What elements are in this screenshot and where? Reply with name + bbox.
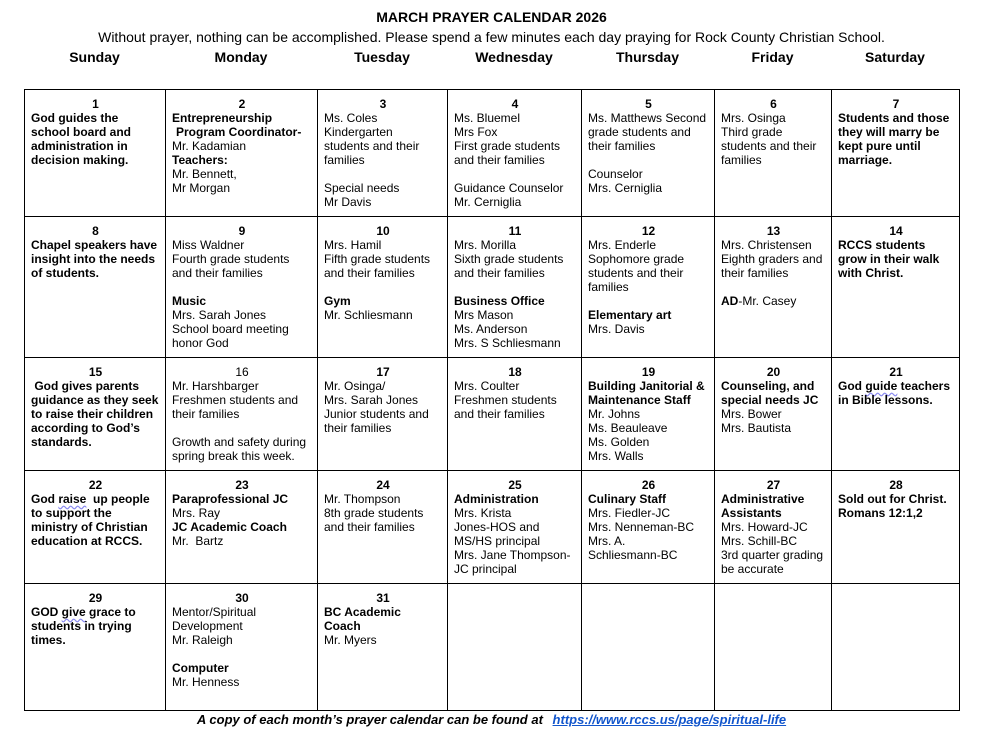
weekday-thursday: Thursday: [615, 49, 679, 65]
day-cell-19: [582, 358, 715, 471]
cell-text: they will marry be: [838, 125, 940, 139]
cell-text: 3rd quarter grading: [721, 548, 824, 562]
cell-text: marriage.: [838, 153, 893, 167]
cell-text: Mrs Mason: [454, 308, 514, 322]
cell-text: in Bible lessons.: [838, 393, 933, 407]
cell-text: spring break this week.: [172, 449, 295, 463]
cell-text: Mrs. Bautista: [721, 421, 792, 435]
cell-text: Teachers:: [172, 153, 228, 167]
cell-text: Mr. Cerniglia: [454, 195, 522, 209]
cell-text: students and their: [324, 139, 420, 153]
calendar-title: MARCH PRAYER CALENDAR 2026: [376, 9, 607, 25]
cell-text: [31, 492, 160, 506]
empty-day-cell: [582, 584, 715, 711]
cell-text: First grade students: [454, 139, 561, 153]
cell-text: [721, 294, 826, 308]
calendar-grid: [24, 89, 960, 711]
cell-text: Mr. Thompson: [324, 492, 401, 506]
cell-text: Mr. Myers: [324, 633, 377, 647]
cell-text: and their families: [172, 266, 263, 280]
day-cell-31: [318, 584, 448, 711]
cell-text: Fourth grade students: [172, 252, 290, 266]
weekday-wednesday: Wednesday: [475, 49, 553, 65]
cell-text: God gives parents: [31, 379, 140, 393]
calendar-week: [25, 584, 960, 711]
cell-text: Assistants: [721, 506, 782, 520]
day-number: 14: [889, 224, 903, 238]
cell-text: Paraprofessional JC: [172, 492, 289, 506]
cell-text: and their families: [324, 266, 415, 280]
cell-text: School board meeting: [172, 322, 289, 336]
cell-text: and their families: [454, 266, 545, 280]
spellcheck-underlined-word: give: [61, 605, 86, 619]
cell-text: Mrs. Schill-BC: [721, 534, 798, 548]
cell-text: their families: [588, 139, 656, 153]
day-number: 4: [511, 97, 519, 111]
cell-text: [31, 605, 160, 619]
day-cell-25: [448, 471, 582, 584]
cell-text: Third grade: [721, 125, 783, 139]
cell-text: their families: [721, 266, 789, 280]
day-cell-2: [166, 90, 318, 217]
cell-text: Mrs. Sarah Jones: [172, 308, 267, 322]
day-cell-7: [832, 90, 960, 217]
cell-text: special needs JC: [721, 393, 819, 407]
cell-text: grade students and: [588, 125, 691, 139]
weekday-tuesday: Tuesday: [354, 49, 410, 65]
day-number: 6: [770, 97, 777, 111]
day-cell-27: [715, 471, 832, 584]
calendar-week: [25, 217, 960, 358]
day-cell-14: [832, 217, 960, 358]
cell-text: Ms. Anderson: [454, 322, 528, 336]
cell-text: administration in: [31, 139, 128, 153]
cell-text: Ms. Golden: [588, 435, 650, 449]
day-number: 20: [766, 365, 781, 379]
cell-text: Mr. Henness: [172, 675, 240, 689]
cell-text-plain: -Mr. Casey: [738, 294, 797, 308]
cell-text: Jones-HOS and: [454, 520, 540, 534]
spellcheck-underlined-word: guide: [865, 379, 898, 393]
cell-text: Miss Waldner: [172, 238, 245, 252]
weekday-header-row: [0, 49, 983, 69]
cell-text: Mrs. Enderle: [588, 238, 657, 252]
cell-text: with Christ.: [838, 266, 904, 280]
cell-text: Mr. Osinga/: [324, 379, 386, 393]
cell-text: Mrs. Hamil: [324, 238, 382, 252]
cell-text: RCCS students: [838, 238, 926, 252]
cell-text: Music: [172, 294, 207, 308]
cell-text: guidance as they seek: [31, 393, 159, 407]
calendar-week: [25, 471, 960, 584]
cell-text: Freshmen students: [454, 393, 557, 407]
day-cell-30: [166, 584, 318, 711]
cell-text-part: God: [31, 492, 59, 506]
footer-note: [0, 712, 983, 727]
day-cell-23: [166, 471, 318, 584]
cell-text: Mr. Raleigh: [172, 633, 233, 647]
cell-text: school board and: [31, 125, 132, 139]
cell-text-part: up people: [86, 492, 150, 506]
cell-text: Ms. Beauleave: [588, 421, 668, 435]
cell-text: families: [588, 280, 629, 294]
day-number: 8: [92, 224, 99, 238]
day-number: 21: [889, 365, 903, 379]
cell-text: Culinary Staff: [588, 492, 667, 506]
cell-text: Gym: [324, 294, 351, 308]
day-number: 22: [88, 478, 103, 492]
cell-text: Mrs. Ray: [172, 506, 220, 520]
cell-text: honor God: [172, 336, 229, 350]
day-number: 28: [889, 478, 903, 492]
cell-text: Sixth grade students: [454, 252, 564, 266]
day-cell-22: [25, 471, 166, 584]
cell-text: Mr Davis: [324, 195, 372, 209]
empty-day-cell: [448, 584, 582, 711]
cell-text: Mrs. A.: [588, 534, 626, 548]
cell-text: MS/HS principal: [454, 534, 541, 548]
cell-text-bold: AD: [721, 294, 739, 308]
cell-text: JC Academic Coach: [172, 520, 287, 534]
day-number: 1: [92, 97, 99, 111]
cell-text: Mrs. Coulter: [454, 379, 520, 393]
cell-text: Administrative: [721, 492, 805, 506]
cell-text: Mrs. Nenneman-BC: [588, 520, 695, 534]
cell-text: Guidance Counselor: [454, 181, 564, 195]
cell-text: Counseling, and: [721, 379, 815, 393]
day-number: 9: [238, 224, 246, 238]
cell-text: Building Janitorial &: [588, 379, 705, 393]
cell-text-part: God: [838, 379, 866, 393]
cell-text: Special needs: [324, 181, 400, 195]
calendar-week: [25, 358, 960, 471]
cell-text: Freshmen students and: [172, 393, 299, 407]
cell-text: and their families: [454, 407, 545, 421]
cell-text: Mrs. Morilla: [454, 238, 516, 252]
day-number: 29: [88, 591, 103, 605]
cell-text: Mr. Kadamian: [172, 139, 247, 153]
day-cell-15: [25, 358, 166, 471]
cell-text: Mrs. Fiedler-JC: [588, 506, 671, 520]
weekday-sunday: Sunday: [69, 49, 120, 65]
day-number: 17: [376, 365, 390, 379]
cell-text: standards.: [31, 435, 92, 449]
day-cell-5: [582, 90, 715, 217]
cell-text: Ms. Coles: [324, 111, 378, 125]
cell-text: students and their: [588, 266, 684, 280]
day-number: 13: [766, 224, 781, 238]
day-cell-18: [448, 358, 582, 471]
cell-text: Mr. Bennett,: [172, 167, 237, 181]
day-number: 24: [376, 478, 390, 492]
cell-text: their families: [324, 421, 392, 435]
cell-text: of students.: [31, 266, 99, 280]
cell-text: Mrs. Osinga: [721, 111, 786, 125]
day-cell-3: [318, 90, 448, 217]
day-cell-8: [25, 217, 166, 358]
empty-day-cell: [832, 584, 960, 711]
cell-text: grow in their walk: [838, 252, 940, 266]
day-cell-9: [166, 217, 318, 358]
cell-text: Students and those: [838, 111, 950, 125]
cell-text: Mrs. Krista: [454, 506, 512, 520]
cell-text: Kindergarten: [324, 125, 393, 139]
day-cell-1: [25, 90, 166, 217]
cell-text: Coach: [324, 619, 361, 633]
cell-text: Mrs. Jane Thompson-: [454, 548, 571, 562]
day-cell-24: [318, 471, 448, 584]
cell-text-part: grace to: [85, 605, 136, 619]
day-cell-11: [448, 217, 582, 358]
cell-text-part: GOD: [31, 605, 62, 619]
day-number: 16: [235, 365, 249, 379]
cell-text: Fifth grade students: [324, 252, 431, 266]
day-cell-13: [715, 217, 832, 358]
day-cell-26: [582, 471, 715, 584]
cell-text: be accurate: [721, 562, 784, 576]
cell-text: Eighth graders and: [721, 252, 823, 266]
cell-text: to raise their children: [31, 407, 154, 421]
cell-text: decision making.: [31, 153, 129, 167]
day-cell-16: [166, 358, 318, 471]
cell-text: Entrepreneurship: [172, 111, 273, 125]
day-number: 11: [508, 224, 522, 238]
cell-text: JC principal: [454, 562, 517, 576]
day-cell-28: [832, 471, 960, 584]
cell-text: Elementary art: [588, 308, 672, 322]
cell-text: to support the: [31, 506, 112, 520]
day-cell-6: [715, 90, 832, 217]
day-number: 27: [766, 478, 781, 492]
cell-text: kept pure until: [838, 139, 921, 153]
cell-text: Growth and safety during: [172, 435, 307, 449]
cell-text: Maintenance Staff: [588, 393, 691, 407]
cell-text: Mentor/Spiritual: [172, 605, 257, 619]
cell-text: Development: [172, 619, 243, 633]
day-number: 7: [892, 97, 900, 111]
cell-text: Sold out for Christ.: [838, 492, 947, 506]
day-cell-10: [318, 217, 448, 358]
day-number: 2: [238, 97, 246, 111]
cell-text: Computer: [172, 661, 229, 675]
day-cell-29: [25, 584, 166, 711]
cell-text: Mr. Harshbarger: [172, 379, 259, 393]
cell-text: according to God’s: [31, 421, 140, 435]
cell-text: Mrs Fox: [454, 125, 498, 139]
cell-text: their families: [172, 407, 240, 421]
cell-text: and their families: [454, 153, 545, 167]
day-number: 12: [641, 224, 656, 238]
cell-text: Mr. Johns: [588, 407, 641, 421]
cell-text: Mrs. Howard-JC: [721, 520, 808, 534]
spiritual-life-link[interactable]: https://www.rccs.us/page/spiritual-life: [552, 712, 787, 727]
cell-text: and their families: [324, 520, 415, 534]
cell-text: families: [721, 153, 762, 167]
cell-text: insight into the needs: [31, 252, 156, 266]
day-cell-12: [582, 217, 715, 358]
day-number: 19: [641, 365, 656, 379]
cell-text: Schliesmann-BC: [588, 548, 678, 562]
cell-text: times.: [31, 633, 66, 647]
cell-text: God guides the: [31, 111, 119, 125]
cell-text: Mrs. Christensen: [721, 238, 812, 252]
calendar-week: [25, 90, 960, 217]
cell-text: Chapel speakers have: [31, 238, 158, 252]
weekday-saturday: Saturday: [865, 49, 925, 65]
day-number: 10: [376, 224, 390, 238]
spellcheck-underlined-word: raise: [58, 492, 87, 506]
cell-text: Mr Morgan: [172, 181, 231, 195]
empty-day-cell: [715, 584, 832, 711]
cell-text: Program Coordinator-: [176, 125, 302, 139]
day-cell-20: [715, 358, 832, 471]
cell-text: Business Office: [454, 294, 545, 308]
day-number: 25: [508, 478, 522, 492]
day-number: 30: [235, 591, 249, 605]
day-number: 15: [88, 365, 103, 379]
cell-text: Ms. Bluemel: [454, 111, 521, 125]
cell-text: Mr. Schliesmann: [324, 308, 413, 322]
day-number: 5: [645, 97, 652, 111]
cell-text: students in trying: [31, 619, 132, 633]
cell-text: students and their: [721, 139, 817, 153]
cell-text: Administration: [454, 492, 539, 506]
cell-text: Mr. Bartz: [172, 534, 224, 548]
cell-text: education at RCCS.: [31, 534, 143, 548]
cell-text-part: teachers: [897, 379, 951, 393]
cell-text: Mrs. Davis: [588, 322, 645, 336]
cell-text: Mrs. Cerniglia: [588, 181, 663, 195]
weekday-monday: Monday: [214, 49, 268, 65]
cell-text: Mrs. S Schliesmann: [454, 336, 561, 350]
footer-text: A copy of each month’s prayer calendar can be found at: [196, 712, 543, 727]
cell-text: ministry of Christian: [31, 520, 148, 534]
day-number: 26: [641, 478, 656, 492]
cell-text: Mrs. Sarah Jones: [324, 393, 419, 407]
day-cell-17: [318, 358, 448, 471]
day-number: 23: [235, 478, 249, 492]
cell-text: BC Academic: [324, 605, 401, 619]
day-cell-21: [832, 358, 960, 471]
cell-text: 8th grade students: [324, 506, 424, 520]
cell-text: families: [324, 153, 365, 167]
cell-text: [838, 379, 954, 393]
day-number: 31: [376, 591, 390, 605]
calendar-subtitle: Without prayer, nothing can be accomplished. Please spend a few minutes each day praying for Rock County Christian School.: [98, 29, 885, 45]
cell-text: Mrs. Bower: [721, 407, 782, 421]
cell-text: Sophomore grade: [588, 252, 685, 266]
cell-text: Junior students and: [324, 407, 429, 421]
weekday-friday: Friday: [751, 49, 794, 65]
cell-text: Romans 12:1,2: [838, 506, 923, 520]
day-cell-4: [448, 90, 582, 217]
cell-text: Ms. Matthews Second: [588, 111, 707, 125]
day-number: 3: [379, 97, 387, 111]
cell-text: Counselor: [588, 167, 643, 181]
day-number: 18: [508, 365, 522, 379]
cell-text: Mrs. Walls: [588, 449, 644, 463]
